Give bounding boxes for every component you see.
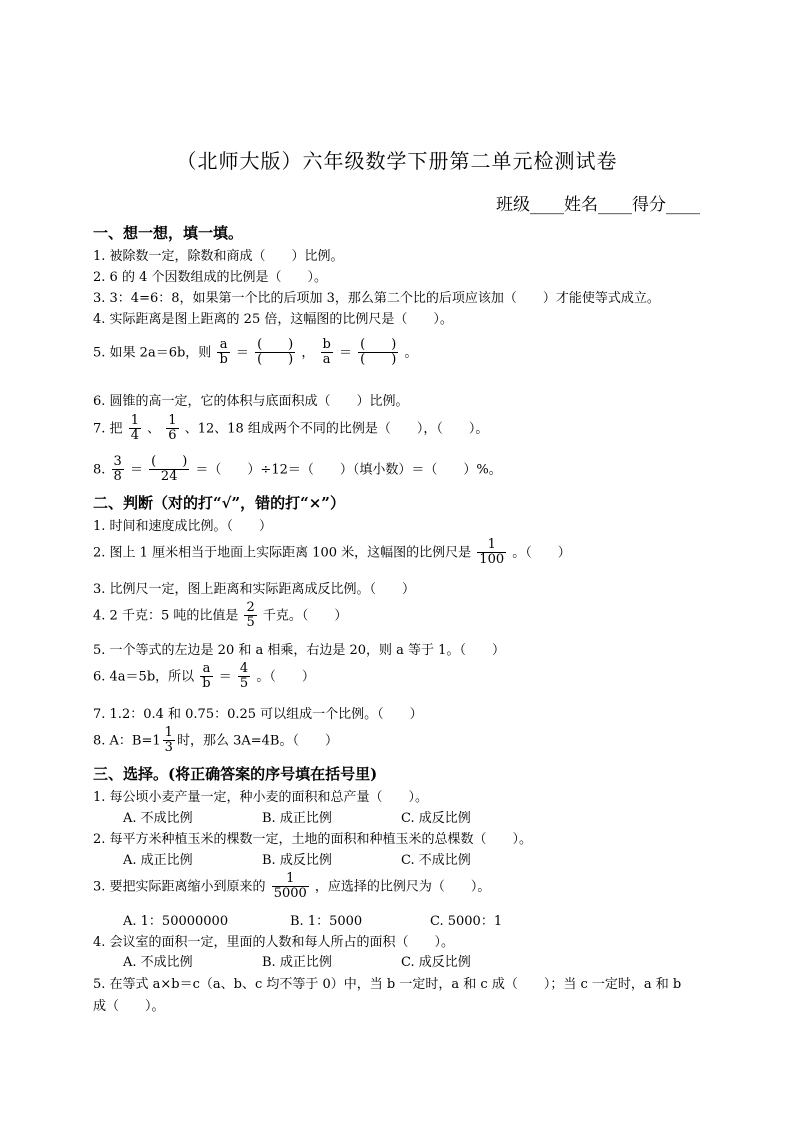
question-3-4: 4. 会议室的面积一定，里面的人数和每人所占的面积（ ）。 (93, 935, 455, 950)
student-info-line: 班级____姓名____得分____ (496, 195, 700, 215)
question-3-3: 3. 要把实际距离缩小到原来的 $\frac{1}{5000}$ ，应选择的比例尺为（ ）。 (93, 871, 491, 902)
fraction-a-over-b: $\frac{a}{b}$ (219, 337, 228, 368)
question-2-1: 1. 时间和速度成比例。（ ） (93, 519, 273, 534)
option-3-1-c: C. 成反比例 (401, 811, 471, 826)
question-1-2: 2. 6 的 4 个因数组成的比例是（ ）。 (93, 270, 327, 285)
question-1-8: 8. $\frac{3}{8}$ ＝ $\frac{( )}{24}$ ＝（ ）÷12＝（ ）（填小数）＝（ ）%。 (93, 454, 502, 485)
fraction-four-fifths: $\frac{4}{5}$ (239, 661, 249, 692)
option-3-2-b: B. 成反比例 (262, 853, 332, 868)
option-3-3-c: C. 5000：1 (430, 914, 503, 929)
option-3-1-b: B. 成正比例 (262, 811, 332, 826)
question-2-6: 6. 4a＝5b，所以 $\frac{a}{b}$ ＝ $\frac{4}{5}$ 。（ ） (93, 661, 315, 692)
question-3-5-line-2: 成（ ）。 (93, 999, 165, 1014)
question-3-2: 2. 每平方米种植玉米的棵数一定，土地的面积和种植玉米的总棵数（ ）。 (93, 832, 533, 847)
option-3-4-a: A. 不成比例 (123, 955, 193, 970)
option-3-4-b: B. 成正比例 (262, 955, 332, 970)
fraction-blank-2: $\frac{( )}{( )}$ (360, 337, 397, 368)
page-title: （北师大版）六年级数学下册第二单元检测试卷 (176, 149, 618, 173)
option-3-3-b: B. 1：5000 (290, 914, 363, 929)
question-1-3: 3. 3：4=6：8，如果第一个比的后项加 3，那么第二个比的后项应该加（ ）才能使等式成立。 (93, 291, 660, 306)
fraction-blank-over-24: $\frac{( )}{24}$ (151, 454, 188, 485)
question-2-7: 7. 1.2：0.4 和 0.75：0.25 可以组成一个比例。（ ） (93, 707, 423, 722)
question-1-7: 7. 把 $\frac{1}{4}$ 、 $\frac{1}{6}$ 、12、18 组成两个不同的比例是（ ），（ ）。 (93, 413, 489, 444)
question-3-5-line-1: 5. 在等式 a×b＝c（a、b、c 均不等于 0）中，当 b 一定时，a 和 c 成（ ）；当 c 一定时，a 和 b (93, 977, 682, 992)
question-1-1: 1. 被除数一定，除数和商成（ ）比例。 (93, 249, 344, 264)
section-heading-fill-in: 一、想一想，填一填。 (93, 224, 244, 242)
fraction-one-hundredth: $\frac{1}{100}$ (479, 537, 505, 568)
fraction-one-five-thousandth: $\frac{1}{5000}$ (273, 871, 307, 902)
question-1-5: 5. 如果 2a＝6b，则 $\frac{a}{b}$ ＝ $\frac{( )}{( )}$ ， $\frac{b}{a}$ ＝ $\frac{( )}{( )}$ 。 (93, 337, 418, 368)
question-2-4: 4. 2 千克：5 吨的比值是 $\frac{2}{5}$ 千克。（ ） (93, 600, 348, 631)
question-2-2: 2. 图上 1 厘米相当于地面上实际距离 100 米，这幅图的比例尺是 $\frac{1}{100}$ 。（ ） (93, 537, 571, 568)
fraction-three-eighths: $\frac{3}{8}$ (113, 454, 122, 485)
question-2-8: 8. A：B=1 $\frac{1}{3}$ 时，那么 3A=4B。（ ） (93, 725, 338, 756)
fraction-blank-1: $\frac{( )}{( )}$ (257, 337, 294, 368)
option-3-3-a: A. 1：50000000 (123, 914, 229, 929)
question-3-1: 1. 每公顷小麦产量一定，种小麦的面积和总产量（ ）。 (93, 790, 429, 805)
fraction-two-fifths: $\frac{2}{5}$ (246, 600, 255, 631)
fraction-a-over-b-2: $\frac{a}{b}$ (202, 661, 211, 692)
question-1-6: 6. 圆锥的高一定，它的体积与底面积成（ ）比例。 (93, 394, 409, 409)
question-2-3: 3. 比例尺一定，图上距离和实际距离成反比例。（ ） (93, 582, 416, 597)
fraction-one-sixth: $\frac{1}{6}$ (168, 413, 177, 444)
fraction-one-quarter: $\frac{1}{4}$ (130, 413, 139, 444)
question-1-5-prefix: 5. 如果 2a＝6b，则 (93, 345, 212, 361)
fraction-b-over-a: $\frac{b}{a}$ (322, 337, 331, 368)
option-3-1-a: A. 不成比例 (123, 811, 193, 826)
section-heading-choice: 三、选择。(将正确答案的序号填在括号里) (93, 765, 378, 783)
question-2-5: 5. 一个等式的左边是 20 和 a 相乘，右边是 20，则 a 等于 1。（ ） (93, 643, 505, 658)
question-1-4: 4. 实际距离是图上距离的 25 倍，这幅图的比例尺是（ ）。 (93, 312, 453, 327)
option-3-2-c: C. 不成比例 (401, 853, 471, 868)
option-3-4-c: C. 成反比例 (401, 955, 471, 970)
option-3-2-a: A. 成正比例 (123, 853, 193, 868)
section-heading-true-false: 二、判断（对的打“√”，错的打“×”） (93, 494, 345, 512)
fraction-one-third: $\frac{1}{3}$ (164, 725, 173, 756)
